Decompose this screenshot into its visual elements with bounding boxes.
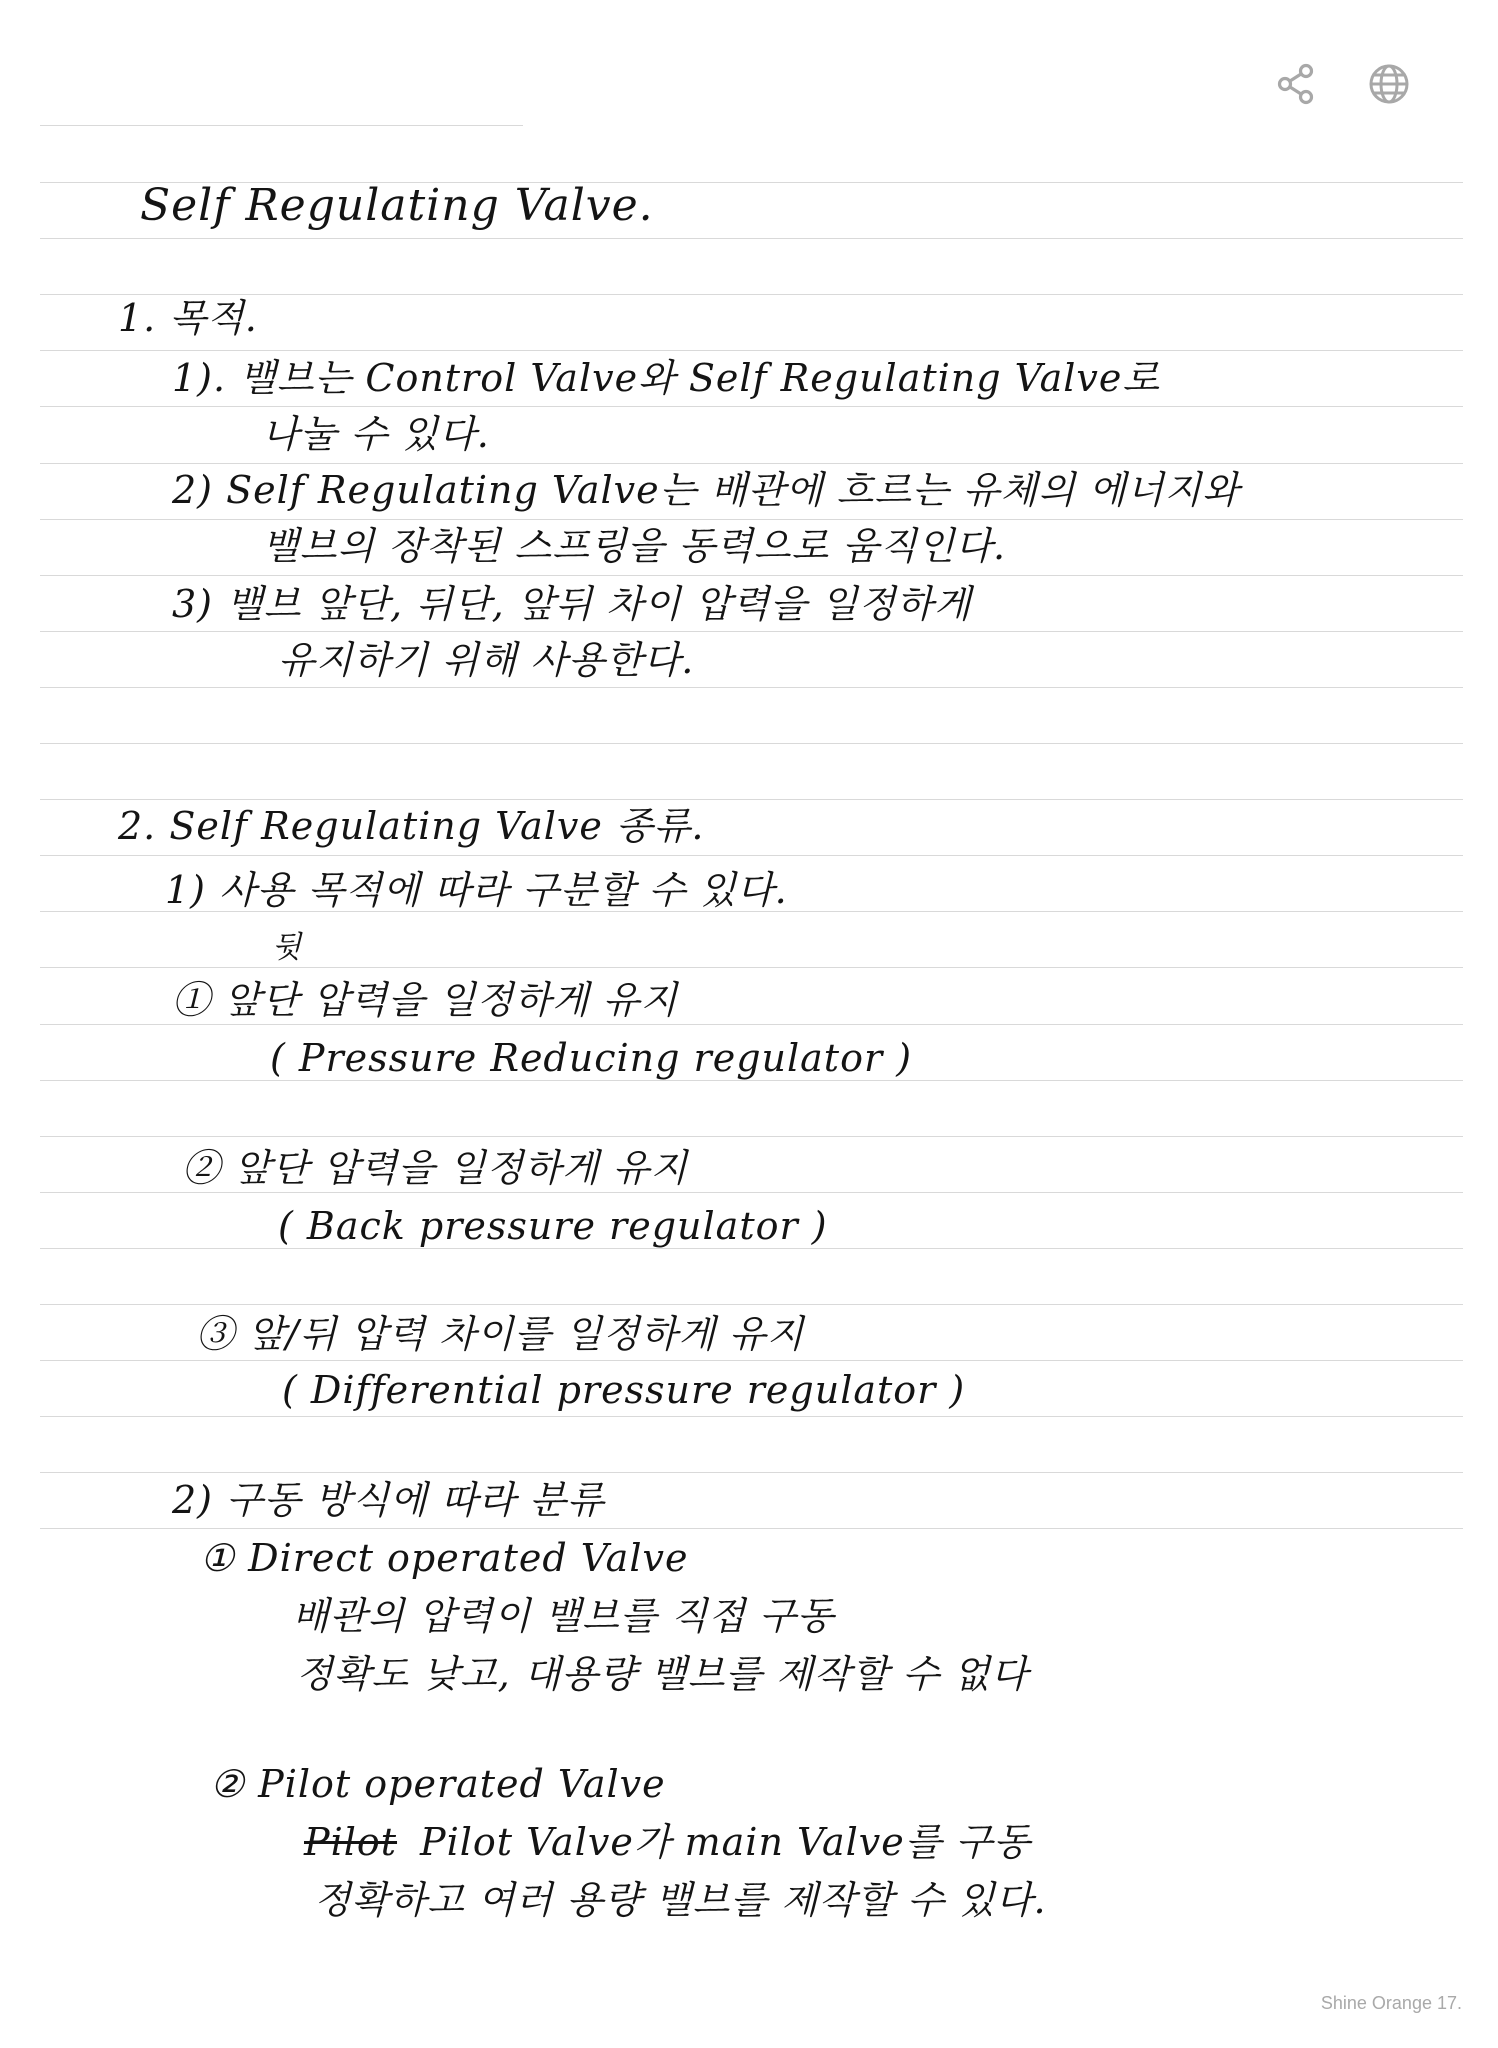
list-item: 1). 밸브는 Control Valve와 Self Regulating Valve로 xyxy=(172,356,1161,400)
list-item: 정확도 낮고, 대용량 밸브를 제작할 수 없다 xyxy=(296,1652,1029,1696)
ruled-line xyxy=(40,855,1463,856)
list-item: 2) Self Regulating Valve는 배관에 흐르는 유체의 에너지와 xyxy=(172,468,1240,512)
ruled-line xyxy=(40,1304,1463,1305)
ruled-line xyxy=(40,967,1463,968)
note-title: Self Regulating Valve. xyxy=(140,180,654,231)
section-heading: 1. 목적. xyxy=(118,296,258,340)
subsection-heading: 2) 구동 방식에 따라 분류 xyxy=(172,1478,605,1522)
share-icon[interactable] xyxy=(1273,60,1321,108)
struck-word: Pilot xyxy=(304,1820,398,1864)
list-item: 정확하고 여러 용량 밸브를 제작할 수 있다. xyxy=(314,1878,1047,1922)
list-item: 나눌 수 있다. xyxy=(262,412,490,456)
header-divider xyxy=(40,125,523,126)
section-heading: 2. Self Regulating Valve 종류. xyxy=(118,804,705,848)
list-item: ① Direct operated Valve xyxy=(200,1536,689,1580)
ruled-line xyxy=(40,1136,1463,1137)
ruled-line xyxy=(40,238,1463,239)
brand-footer: Shine Orange 17. xyxy=(1320,1993,1462,2013)
list-item: Pilot Valve가 main Valve를 구동 xyxy=(420,1820,1031,1864)
list-item: 유지하기 위해 사용한다. xyxy=(278,638,695,682)
correction-note: 뒷 xyxy=(272,930,302,965)
toolbar xyxy=(1273,60,1413,108)
subsection-heading: 1) 사용 목적에 따라 구분할 수 있다. xyxy=(165,868,788,912)
list-item: ( Back pressure regulator ) xyxy=(278,1204,828,1248)
ruled-line xyxy=(40,687,1463,688)
list-item: ( Differential pressure regulator ) xyxy=(282,1368,966,1412)
list-item: ( Pressure Reducing regulator ) xyxy=(270,1036,913,1080)
ruled-line xyxy=(40,1528,1463,1529)
list-item: ③ 앞/뒤 압력 차이를 일정하게 유지 xyxy=(196,1312,805,1356)
list-item: ② 앞단 압력을 일정하게 유지 xyxy=(182,1146,689,1190)
list-item: ② Pilot operated Valve xyxy=(210,1762,666,1806)
ruled-line xyxy=(40,743,1463,744)
list-item: 배관의 압력이 밸브를 직접 구동 xyxy=(292,1594,835,1638)
list-item: 3) 밸브 앞단, 뒤단, 앞뒤 차이 압력을 일정하게 xyxy=(172,582,972,626)
list-item: 밸브의 장착된 스프링을 동력으로 움직인다. xyxy=(262,524,1007,568)
ruled-line xyxy=(40,406,1463,407)
globe-icon[interactable] xyxy=(1365,60,1413,108)
list-item: ① 앞단 압력을 일정하게 유지 xyxy=(172,978,679,1022)
